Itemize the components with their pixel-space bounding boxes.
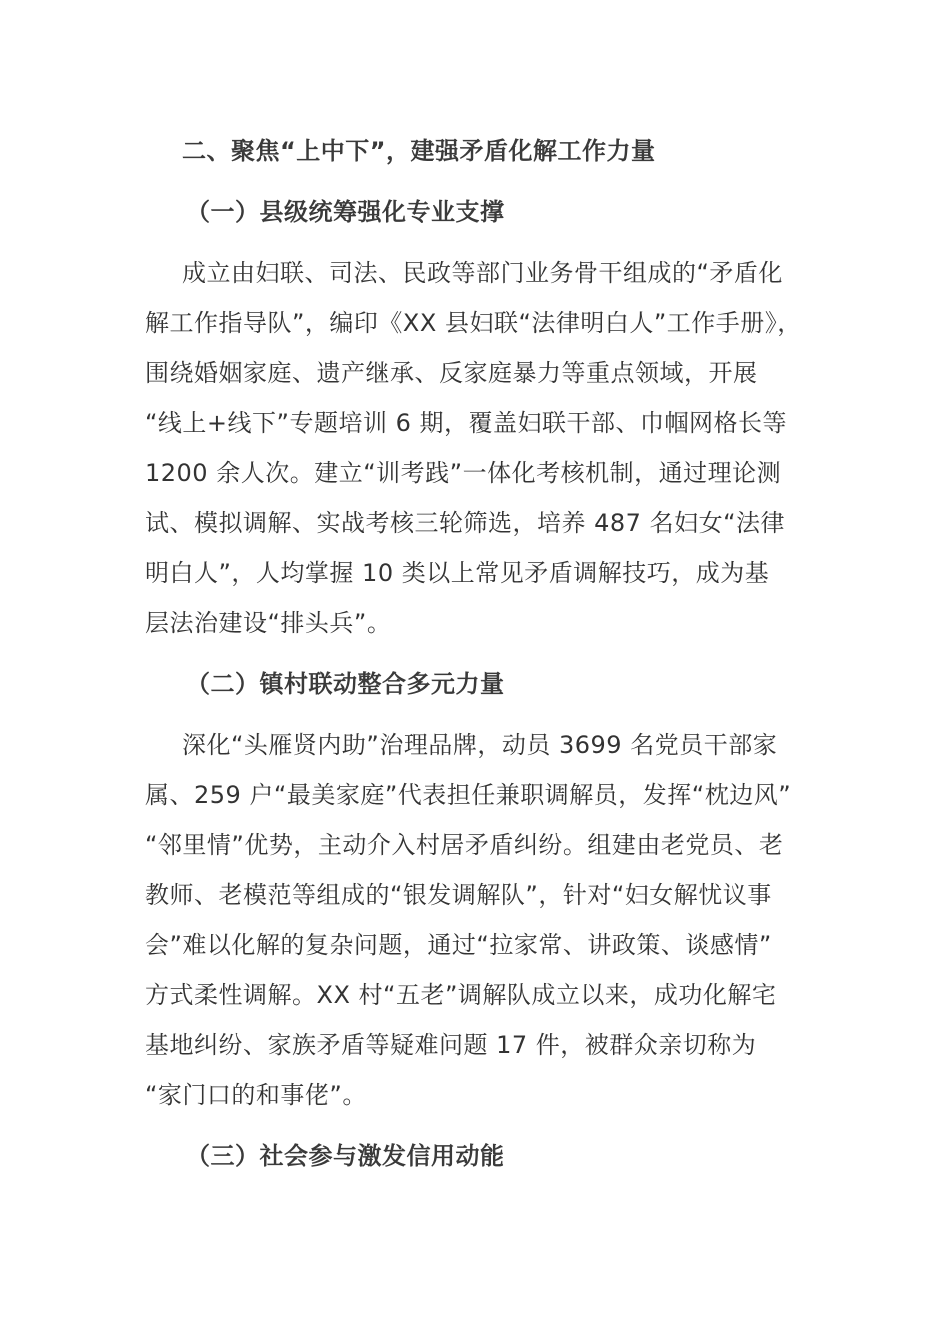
paragraph-2-line: 会”难以化解的复杂问题，通过“拉家常、讲政策、谈感情”: [145, 931, 772, 959]
subsection-1-title: （一）县级统筹强化专业支撑: [186, 198, 505, 226]
paragraph-1-line: 1200 余人次。建立“训考践”一体化考核机制，通过理论测: [145, 459, 782, 487]
subsection-3-title: （三）社会参与激发信用动能: [186, 1142, 505, 1170]
paragraph-2-line: 教师、老模范等组成的“银发调解队”，针对“妇女解忧议事: [145, 881, 772, 909]
paragraph-1-line: “线上+线下”专题培训 6 期，覆盖妇联干部、巾帼网格长等: [145, 409, 788, 437]
paragraph-2-line: 属、259 户“最美家庭”代表担任兼职调解员，发挥“枕边风”: [145, 781, 792, 809]
paragraph-2-line: 深化“头雁贤内助”治理品牌，动员 3699 名党员干部家: [182, 731, 778, 759]
subsection-2-title: （二）镇村联动整合多元力量: [186, 670, 505, 698]
paragraph-1-line: 明白人”，人均掌握 10 类以上常见矛盾调解技巧，成为基: [145, 559, 770, 587]
paragraph-1-line: 成立由妇联、司法、民政等部门业务骨干组成的“矛盾化: [182, 259, 783, 287]
paragraph-1-line: 试、模拟调解、实战考核三轮筛选，培养 487 名妇女“法律: [145, 509, 785, 537]
paragraph-2-line: “家门口的和事佬”。: [145, 1081, 367, 1109]
paragraph-2-line: “邻里情”优势，主动介入村居矛盾纠纷。组建由老党员、老: [145, 831, 784, 859]
paragraph-1-line: 层法治建设“排头兵”。: [145, 609, 392, 637]
section-heading: 二、聚焦“上中下”，建强矛盾化解工作力量: [182, 137, 656, 165]
paragraph-2-line: 方式柔性调解。XX 村“五老”调解队成立以来，成功化解宅: [145, 981, 777, 1009]
paragraph-1-line: 围绕婚姻家庭、遗产继承、反家庭暴力等重点领域，开展: [145, 359, 758, 387]
paragraph-1-line: 解工作指导队”，编印《XX 县妇联“法律明白人”工作手册》，: [145, 309, 802, 337]
paragraph-2-line: 基地纠纷、家族矛盾等疑难问题 17 件，被群众亲切称为: [145, 1031, 757, 1059]
